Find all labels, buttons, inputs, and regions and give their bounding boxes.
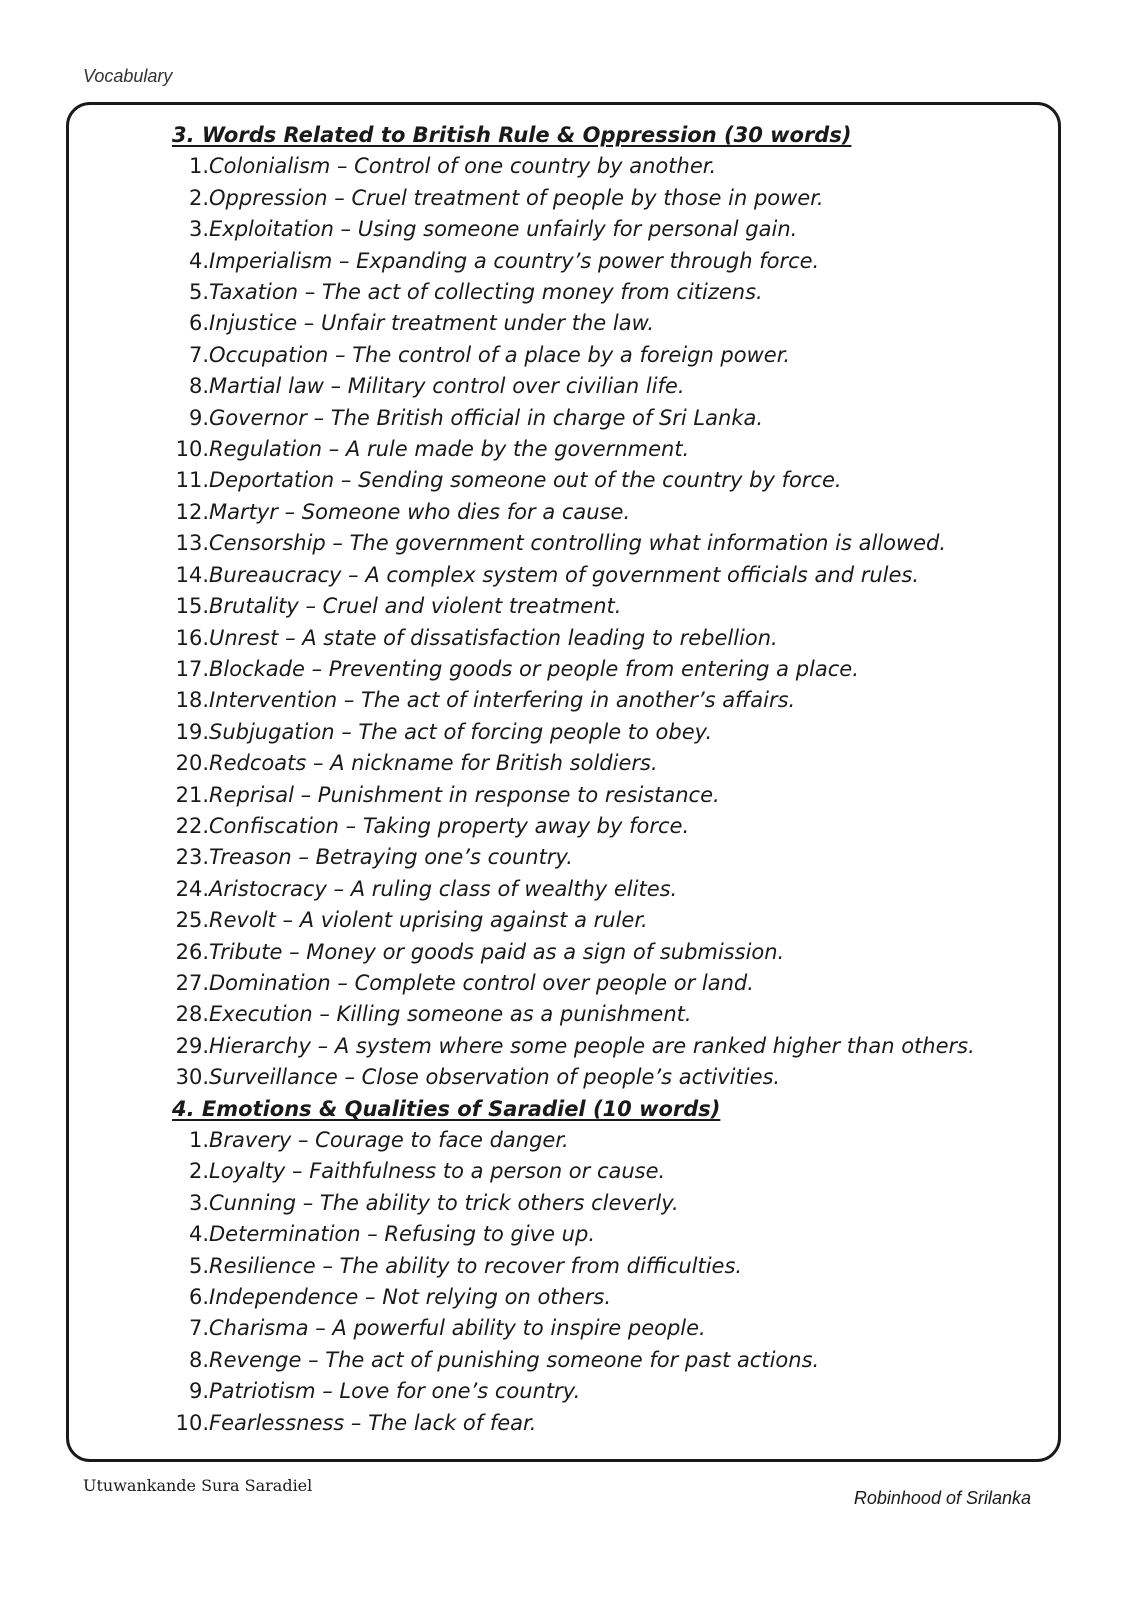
item-number: 26. [175, 939, 209, 964]
item-number: 8. [188, 374, 209, 399]
item-definition: Cunning – The ability to trick others cleverly. [209, 1190, 679, 1215]
list-item [172, 1251, 1032, 1282]
item-definition: Subjugation – The act of forcing people to obey. [209, 719, 713, 744]
item-definition: Intervention – The act of interfering in another’s affairs. [209, 688, 796, 713]
list-item [172, 1376, 1032, 1407]
item-definition: Independence – Not relying on others. [209, 1285, 612, 1310]
list-item [172, 214, 1032, 245]
item-number: 29. [175, 1033, 209, 1058]
word-list [172, 1125, 1032, 1439]
item-number: 20. [175, 751, 209, 776]
item-definition: Loyalty – Faithfulness to a person or cause. [209, 1159, 666, 1184]
item-definition: Determination – Refusing to give up. [209, 1222, 595, 1247]
list-item [172, 1345, 1032, 1376]
item-number: 10. [175, 437, 209, 462]
item-definition: Martyr – Someone who dies for a cause. [209, 499, 631, 524]
list-item [172, 842, 1032, 873]
item-definition: Confiscation – Taking property away by force. [209, 813, 690, 838]
item-definition: Hierarchy – A system where some people are ranked higher than others. [209, 1033, 975, 1058]
footer-author: Utuwankande Sura Saradiel [83, 1476, 313, 1495]
item-definition: Reprisal – Punishment in response to resistance. [209, 782, 720, 807]
list-item [172, 968, 1032, 999]
item-number: 4. [188, 248, 209, 273]
list-item [172, 999, 1032, 1030]
item-number: 16. [175, 625, 209, 650]
list-item [172, 591, 1032, 622]
item-number: 15. [175, 594, 209, 619]
item-definition: Revolt – A violent uprising against a ruler. [209, 908, 648, 933]
item-definition: Tribute – Money or goods paid as a sign of submission. [209, 939, 785, 964]
footer-subtitle: Robinhood of Srilanka [853, 1488, 1031, 1508]
list-item [172, 874, 1032, 905]
item-number: 25. [175, 908, 209, 933]
list-item [172, 748, 1032, 779]
item-number: 17. [175, 656, 209, 681]
item-definition: Censorship – The government controlling what information is allowed. [209, 531, 947, 556]
item-number: 18. [175, 688, 209, 713]
list-item [172, 937, 1032, 968]
list-item [172, 811, 1032, 842]
item-definition: Imperialism – Expanding a country’s power through force. [209, 248, 820, 273]
list-item [172, 528, 1032, 559]
section-title: 3. Words Related to British Rule & Oppression (30 words) [172, 123, 852, 147]
item-definition: Execution – Killing someone as a punishment. [209, 1002, 692, 1027]
item-number: 3. [188, 1190, 209, 1215]
list-item [172, 685, 1032, 716]
item-number: 23. [175, 845, 209, 870]
list-item [172, 277, 1032, 308]
item-number: 28. [175, 1002, 209, 1027]
list-item [172, 434, 1032, 465]
list-item [172, 654, 1032, 685]
list-item [172, 497, 1032, 528]
item-number: 9. [188, 1379, 209, 1404]
item-definition: Fearlessness – The lack of fear. [209, 1410, 537, 1435]
item-number: 7. [188, 342, 209, 367]
item-definition: Domination – Complete control over people or land. [209, 970, 754, 995]
item-number: 5. [188, 280, 209, 305]
list-item [172, 403, 1032, 434]
item-number: 21. [175, 782, 209, 807]
word-list [172, 151, 1032, 1093]
list-item [172, 1188, 1032, 1219]
item-definition: Charisma – A powerful ability to inspire people. [209, 1316, 706, 1341]
item-number: 9. [188, 405, 209, 430]
list-item [172, 623, 1032, 654]
item-number: 30. [175, 1065, 209, 1090]
item-number: 3. [188, 217, 209, 242]
item-number: 6. [188, 311, 209, 336]
item-number: 4. [188, 1222, 209, 1247]
vocabulary-content [172, 120, 1032, 1439]
list-item [172, 1125, 1032, 1156]
item-definition: Occupation – The control of a place by a foreign power. [209, 342, 791, 367]
list-item [172, 183, 1032, 214]
section-title: 4. Emotions & Qualities of Saradiel (10 words) [172, 1096, 721, 1121]
item-definition: Injustice – Unfair treatment under the law. [209, 311, 655, 336]
item-number: 24. [175, 876, 209, 901]
item-definition: Oppression – Cruel treatment of people by those in power. [209, 185, 824, 210]
list-item [172, 308, 1032, 339]
item-definition: Patriotism – Love for one’s country. [209, 1379, 581, 1404]
list-item [172, 1031, 1032, 1062]
item-number: 19. [175, 719, 209, 744]
item-definition: Colonialism – Control of one country by another. [209, 154, 717, 179]
list-item [172, 340, 1032, 371]
list-item [172, 1219, 1032, 1250]
list-item [172, 1313, 1032, 1344]
item-number: 6. [188, 1285, 209, 1310]
list-item [172, 1156, 1032, 1187]
item-number: 1. [188, 1128, 209, 1152]
item-definition: Revenge – The act of punishing someone for past actions. [209, 1347, 820, 1372]
section-emotions-qualities [172, 1094, 1032, 1439]
list-item [172, 151, 1032, 182]
item-number: 14. [175, 562, 209, 587]
item-number: 22. [175, 813, 209, 838]
list-item [172, 780, 1032, 811]
item-definition: Aristocracy – A ruling class of wealthy elites. [209, 876, 678, 901]
item-definition: Redcoats – A nickname for British soldiers. [209, 751, 658, 776]
item-number: 27. [175, 970, 209, 995]
list-item [172, 1062, 1032, 1093]
item-number: 11. [175, 468, 209, 493]
page-header-label: Vocabulary [83, 66, 173, 86]
item-definition: Exploitation – Using someone unfairly for personal gain. [209, 217, 798, 242]
item-number: 8. [188, 1347, 209, 1372]
item-number: 2. [188, 1159, 209, 1184]
list-item [172, 1282, 1032, 1313]
list-item [172, 717, 1032, 748]
list-item [172, 560, 1032, 591]
item-number: 1. [188, 154, 209, 179]
item-definition: Blockade – Preventing goods or people from entering a place. [209, 656, 859, 681]
item-number: 12. [175, 499, 209, 524]
item-definition: Treason – Betraying one’s country. [209, 845, 573, 870]
item-number: 7. [188, 1316, 209, 1341]
item-number: 5. [188, 1253, 209, 1278]
item-number: 10. [175, 1410, 209, 1435]
item-definition: Surveillance – Close observation of people’s activities. [209, 1065, 781, 1090]
item-definition: Brutality – Cruel and violent treatment. [209, 594, 622, 619]
item-definition: Governor – The British official in charge of Sri Lanka. [209, 405, 764, 430]
section-british-rule [172, 120, 1032, 1094]
item-number: 2. [188, 185, 209, 210]
item-definition: Taxation – The act of collecting money from citizens. [209, 280, 763, 305]
list-item [172, 246, 1032, 277]
list-item [172, 905, 1032, 936]
list-item [172, 465, 1032, 496]
item-definition: Bureaucracy – A complex system of government officials and rules. [209, 562, 920, 587]
item-definition: Bravery – Courage to face danger. [209, 1128, 569, 1152]
list-item [172, 1408, 1032, 1439]
item-definition: Resilience – The ability to recover from difficulties. [209, 1253, 743, 1278]
item-definition: Deportation – Sending someone out of the country by force. [209, 468, 842, 493]
item-definition: Regulation – A rule made by the government. [209, 437, 690, 462]
item-definition: Unrest – A state of dissatisfaction leading to rebellion. [209, 625, 778, 650]
item-number: 13. [175, 531, 209, 556]
list-item [172, 371, 1032, 402]
item-definition: Martial law – Military control over civilian life. [209, 374, 685, 399]
